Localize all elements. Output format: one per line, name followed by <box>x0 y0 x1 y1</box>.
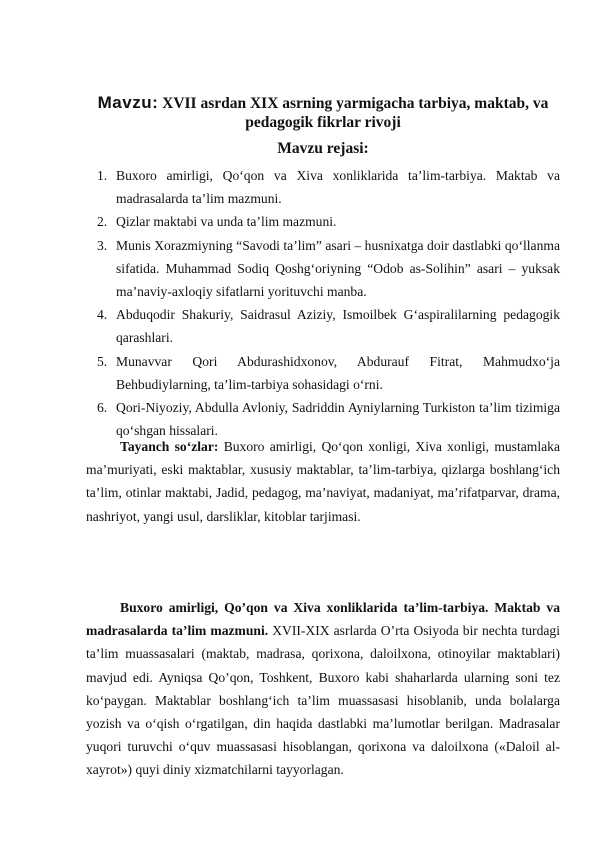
section-paragraph <box>86 596 560 782</box>
section-text: XVII-XIX asrlarda O’rta Osiyoda bir nechta turdagi ta’lim muassasalari (maktab, madrasa, qorixona, daloilxona, otinoyilar maktablari) mavjud edi. Ayniqsa Qo’qon, Toshkent, Buxoro kabi shaharlarda ularning soni tez ko‘paygan. Maktablar boshlang‘ich ta’lim muassasasi hisoblanib, unda bolalarga yozish va o‘qish o‘rgatilgan, din haqida dastlabki ma’lumotlar berilgan. Madrasalar yuqori turuvchi o‘quv muassasasi hisoblangan, qorixona va daloilxona («Daloil al-xayrot») quyi diniy xizmatchilarni tayyorlagan. <box>86 623 560 778</box>
topic-title <box>86 93 560 132</box>
plan-item <box>86 234 560 304</box>
plan-heading: Mavzu rejasi: <box>277 140 369 157</box>
plan-item-number: 1. <box>97 168 108 183</box>
keywords-paragraph <box>86 435 560 528</box>
topic-label: Mavzu: <box>97 93 159 112</box>
plan-item-number: 3. <box>97 237 108 253</box>
plan-list <box>86 164 560 442</box>
keywords-text: Buxoro amirligi, Qo‘qon xonligi, Xiva xonligi, mustamlaka ma’muriyati, eski maktablar, xususiy maktablar, ta’lim-tarbiya, qizlarga boshlang‘ich ta’lim, otinlar maktabi, Jadid, pedagog, ma’naviyat, madaniyat, ma’rifatparvar, drama, nashriyot, yangi usul, darsliklar, kitoblar tarjimasi. <box>86 439 560 524</box>
plan-item <box>86 210 560 233</box>
plan-item-number: 4. <box>97 307 108 323</box>
plan-item <box>86 350 560 396</box>
plan-item-text: Qori-Niyoziy, Abdulla Avloniy, Sadriddin Ayniylarning Turkiston ta’lim tizimiga qo‘shgan hissalari. <box>116 400 560 439</box>
plan-item-text: Munis Xorazmiyning “Savodi ta’lim” asari – husnixatga doir dastlabki qo‘llanma sifatida. Muhammad Sodiq Qoshg‘oriyning “Odob as-Solihin” asari – yuksak ma’naviy-axloqiy sifatlarni yorituvchi manba. <box>116 237 560 300</box>
plan-item-text: Munavvar Qori Abdurashidxonov, Abdurauf Fitrat, Mahmudxo‘ja Behbudiylarning, ta’lim-tarbiya sohasidagi o‘rni. <box>116 353 560 392</box>
plan-item <box>86 164 560 210</box>
plan-item-text: Qizlar maktabi va unda ta’lim mazmuni. <box>116 214 337 230</box>
plan-item-text: Abduqodir Shakuriy, Saidrasul Aziziy, Ismoilbek G‘aspiralilarning pedagogik qarashlari. <box>116 307 560 346</box>
plan-item-number: 6. <box>97 400 108 416</box>
topic-title-text: XVII asrdan XIX asrning yarmigacha tarbiya, maktab, va pedagogik fikrlar rivoji <box>162 95 549 131</box>
plan-item-number: 5. <box>97 353 108 369</box>
plan-item <box>86 303 560 349</box>
plan-item-number: 2. <box>97 214 108 230</box>
plan-item-text: Buxoro amirligi, Qo‘qon va Xiva xonliklarida ta’lim-tarbiya. Maktab va madrasalarda ta’lim mazmuni. <box>116 168 560 207</box>
section-heading: Buxoro amirligi, Qo’qon va Xiva xonliklarida ta’lim-tarbiya. Maktab va madrasalarda ta’lim mazmuni. <box>86 600 560 639</box>
keywords-label: Tayanch so‘zlar: <box>120 439 219 454</box>
